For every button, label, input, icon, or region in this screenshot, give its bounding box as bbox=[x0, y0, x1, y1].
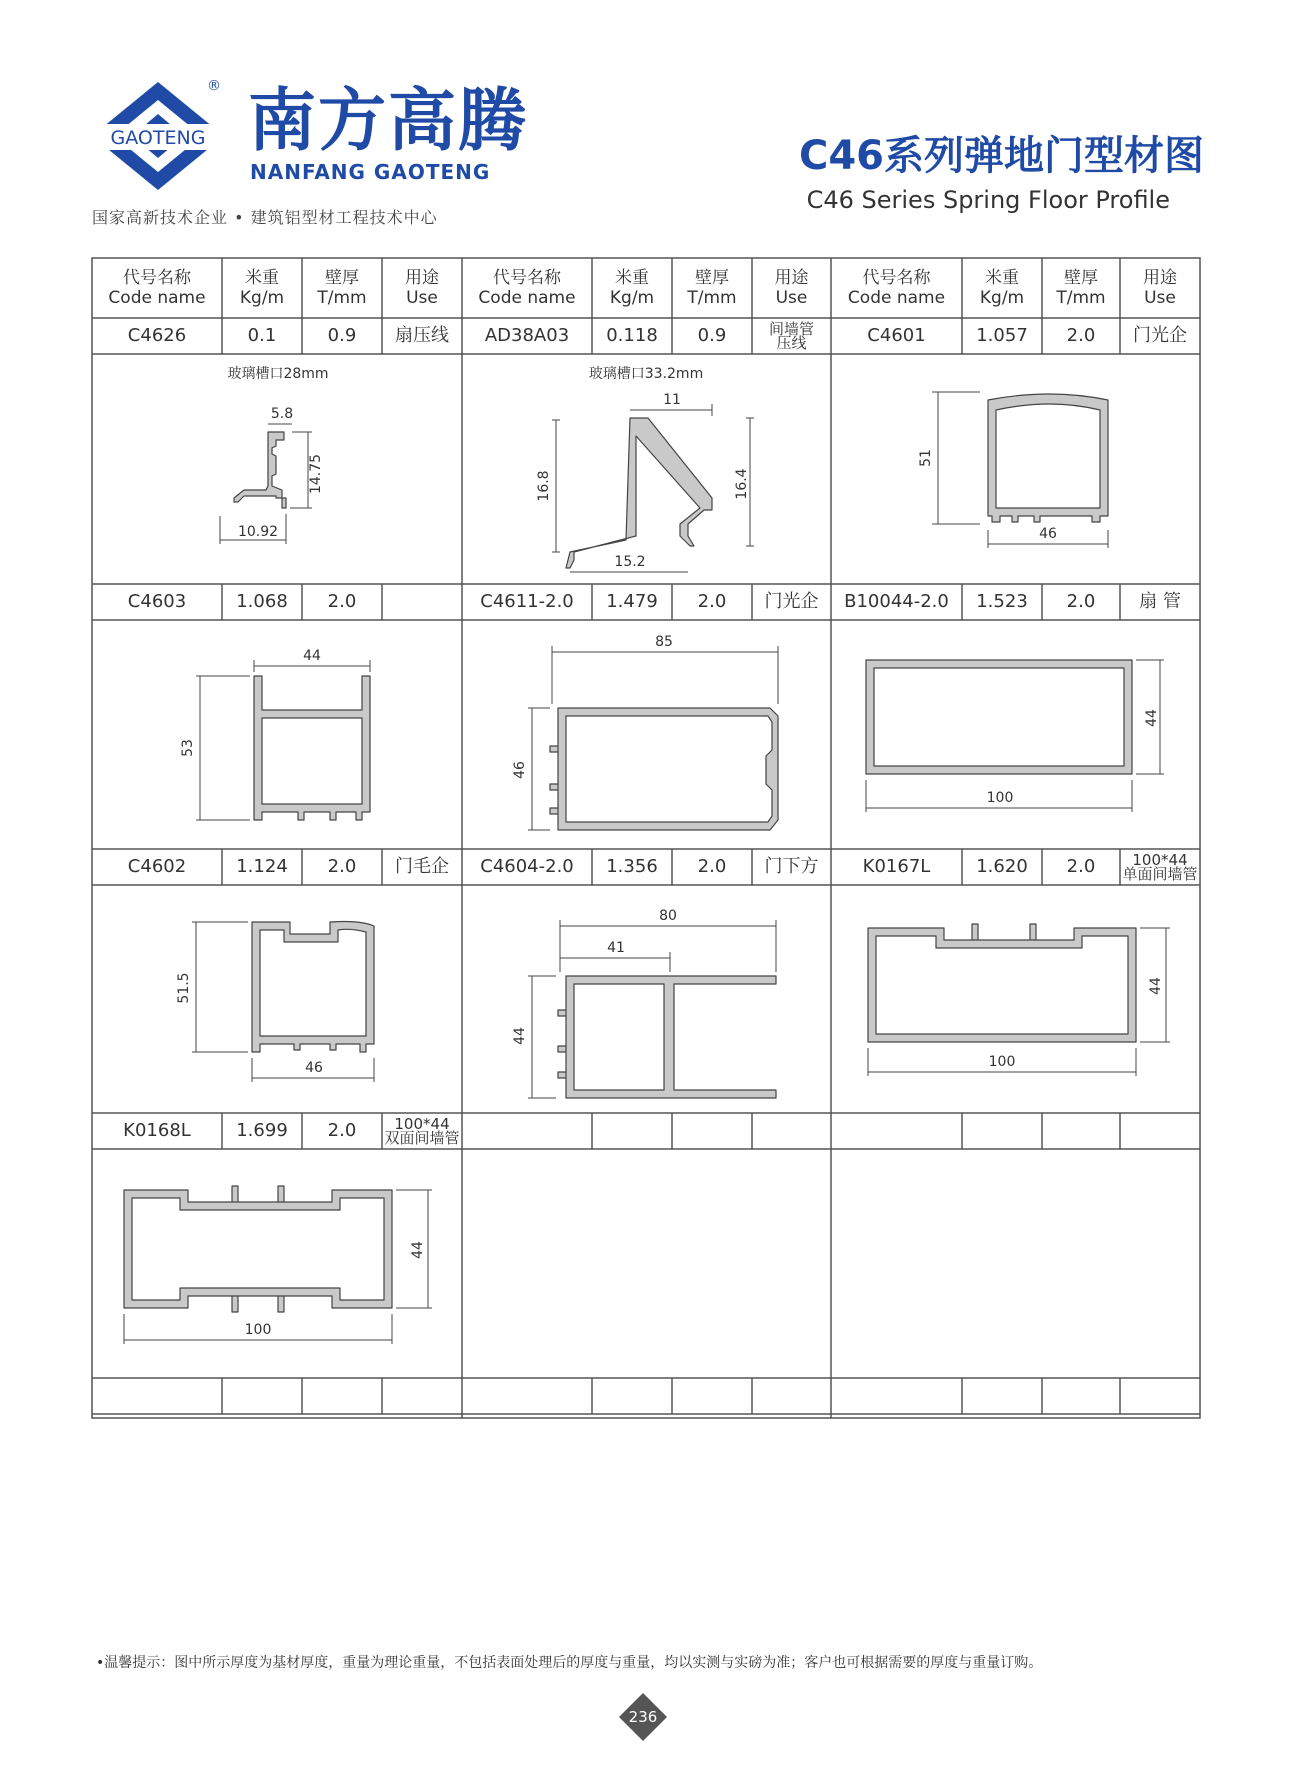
header-label-en: Code name bbox=[108, 288, 206, 308]
use-line: 100*44 bbox=[1132, 851, 1188, 869]
c4603-dim-1: 53 bbox=[180, 739, 196, 757]
b10044-dim-1: 100 bbox=[986, 790, 1014, 806]
weight-cell: 1.523 bbox=[976, 591, 1028, 612]
weight-cell: 1.356 bbox=[606, 856, 658, 877]
use-cell bbox=[753, 319, 830, 353]
c4601-dim-1: 46 bbox=[1039, 526, 1057, 542]
k0168l-dim-0: 44 bbox=[410, 1241, 426, 1259]
weight-cell: 1.057 bbox=[976, 325, 1028, 346]
thick-cell: 2.0 bbox=[697, 856, 727, 877]
ad38a03-caption: 玻璃槽口33.2mm bbox=[588, 366, 704, 382]
weight-cell: 1.699 bbox=[236, 1120, 288, 1141]
header-cell bbox=[93, 259, 221, 317]
header-cell bbox=[303, 259, 381, 317]
use-cell: 门毛企 bbox=[395, 856, 449, 877]
thick-cell: 2.0 bbox=[1066, 856, 1096, 877]
header-cell bbox=[223, 259, 301, 317]
thick-cell: 2.0 bbox=[1066, 325, 1096, 346]
c4604-dim-0: 80 bbox=[659, 908, 677, 924]
header-label-en: Kg/m bbox=[609, 288, 655, 308]
use-line: 双面间墙管 bbox=[384, 1129, 460, 1147]
page-number-badge bbox=[618, 1692, 668, 1742]
c4626-dim-0: 5.8 bbox=[270, 406, 294, 422]
header-cell bbox=[673, 259, 751, 317]
header-label-cn: 代号名称 bbox=[862, 268, 931, 288]
use-cell: 扇 管 bbox=[1139, 591, 1181, 612]
header-label-en: Code name bbox=[847, 288, 946, 308]
use-line: 单面间墙管 bbox=[1122, 865, 1198, 883]
header-label-cn: 米重 bbox=[615, 268, 649, 288]
c4611-dim-1: 46 bbox=[512, 761, 528, 779]
header-label-cn: 壁厚 bbox=[1064, 268, 1098, 288]
k0167l-dim-0: 44 bbox=[1148, 977, 1164, 995]
c4611-dim-0: 85 bbox=[655, 634, 673, 650]
c4626-dim-1: 14.75 bbox=[308, 453, 324, 495]
header-label-cn: 用途 bbox=[405, 268, 439, 288]
header-cell bbox=[383, 259, 461, 317]
header-cell bbox=[463, 259, 591, 317]
code-cell: K0168L bbox=[123, 1120, 191, 1141]
use-cell bbox=[383, 585, 461, 619]
header-label-cn: 用途 bbox=[774, 268, 809, 288]
weight-cell: 1.124 bbox=[236, 856, 288, 877]
page-number: 236 bbox=[628, 1708, 658, 1726]
thick-cell: 2.0 bbox=[327, 1120, 357, 1141]
profile-c4626 bbox=[234, 432, 286, 508]
c4602-dim-0: 51.5 bbox=[176, 972, 192, 1004]
ad38a03-dim-1: 16.8 bbox=[536, 470, 552, 502]
header-cell bbox=[593, 259, 671, 317]
profile-k0168l bbox=[124, 1186, 392, 1312]
company-tagline: 国家高新技术企业 • 建筑铝型材工程技术中心 bbox=[92, 208, 438, 227]
code-cell: C4604-2.0 bbox=[480, 856, 574, 877]
header-label-cn: 米重 bbox=[985, 268, 1019, 288]
thick-cell: 0.9 bbox=[327, 325, 357, 346]
b10044-dim-0: 44 bbox=[1144, 709, 1160, 727]
header-cell bbox=[1121, 259, 1199, 317]
profile-c4601 bbox=[988, 394, 1108, 522]
header-cell bbox=[1043, 259, 1119, 317]
code-cell: C4626 bbox=[127, 325, 187, 346]
c4626-caption: 玻璃槽口28mm bbox=[227, 366, 329, 382]
header-label-cn: 壁厚 bbox=[325, 268, 359, 288]
c4603-dim-0: 44 bbox=[303, 648, 321, 664]
code-cell: C4603 bbox=[127, 591, 187, 612]
profile-c4602 bbox=[252, 922, 374, 1053]
page-title-en: C46 Series Spring Floor Profile bbox=[806, 186, 1170, 214]
header-label-cn: 用途 bbox=[1143, 268, 1177, 288]
weight-cell: 1.068 bbox=[236, 591, 288, 612]
weight-cell: 1.479 bbox=[606, 591, 658, 612]
thick-cell: 2.0 bbox=[327, 591, 357, 612]
profile-c4604 bbox=[558, 976, 776, 1098]
header-label-en: T/mm bbox=[687, 288, 737, 308]
use-cell: 门光企 bbox=[764, 591, 819, 612]
ad38a03-dim-3: 15.2 bbox=[614, 554, 646, 570]
code-cell: C4601 bbox=[867, 325, 926, 346]
header-label-cn: 壁厚 bbox=[695, 268, 729, 288]
thick-cell: 2.0 bbox=[327, 856, 357, 877]
c4626-dim-2: 10.92 bbox=[237, 524, 279, 540]
c4601-dim-0: 51 bbox=[918, 449, 934, 467]
k0167l-dim-1: 100 bbox=[988, 1054, 1016, 1070]
ad38a03-dim-2: 16.4 bbox=[734, 468, 750, 500]
thick-cell: 2.0 bbox=[1066, 591, 1096, 612]
header-label-en: Use bbox=[1144, 288, 1176, 308]
brand-name-en: NANFANG GAOTENG bbox=[250, 160, 491, 184]
weight-cell: 1.620 bbox=[976, 856, 1028, 877]
use-cell: 扇压线 bbox=[395, 325, 449, 346]
profile-b10044 bbox=[866, 660, 1132, 774]
use-cell: 门光企 bbox=[1133, 325, 1187, 346]
ad38a03-dim-0: 11 bbox=[663, 392, 681, 408]
header-label-en: Kg/m bbox=[979, 288, 1025, 308]
use-line: 压线 bbox=[776, 334, 807, 352]
profile-c4611 bbox=[550, 708, 778, 830]
use-cell bbox=[383, 1114, 461, 1148]
c4604-dim-1: 41 bbox=[607, 940, 625, 956]
header-label-en: T/mm bbox=[317, 288, 367, 308]
header-label-en: Use bbox=[406, 288, 438, 308]
weight-cell: 0.118 bbox=[606, 325, 658, 346]
header-label-cn: 代号名称 bbox=[493, 268, 561, 288]
header-label-en: T/mm bbox=[1056, 288, 1106, 308]
code-cell: C4602 bbox=[127, 856, 187, 877]
svg-text:GAOTENG: GAOTENG bbox=[110, 127, 206, 149]
code-cell: B10044-2.0 bbox=[844, 591, 949, 612]
weight-cell: 0.1 bbox=[247, 325, 277, 346]
thick-cell: 2.0 bbox=[697, 591, 727, 612]
use-cell: 门下方 bbox=[764, 856, 819, 877]
profile-k0167l bbox=[868, 924, 1136, 1042]
header-label-en: Kg/m bbox=[239, 288, 285, 308]
code-cell: AD38A03 bbox=[484, 325, 570, 346]
header-label-cn: 代号名称 bbox=[123, 268, 191, 288]
code-cell: K0167L bbox=[862, 856, 931, 877]
c4602-dim-1: 46 bbox=[305, 1060, 323, 1076]
page-title-cn: C46系列弹地门型材图 bbox=[798, 133, 1204, 179]
profile-ad38a03 bbox=[566, 418, 712, 568]
header-label-en: Code name bbox=[478, 288, 576, 308]
header-cell bbox=[753, 259, 830, 317]
header-label-en: Use bbox=[775, 288, 808, 308]
c4604-dim-2: 44 bbox=[512, 1027, 528, 1045]
thick-cell: 0.9 bbox=[697, 325, 727, 346]
svg-text:®: ® bbox=[207, 78, 221, 94]
header-cell bbox=[832, 259, 961, 317]
footer-note: •温馨提示：图中所示厚度为基材厚度，重量为理论重量，不包括表面处理后的厚度与重量，均以实测与实磅为准；客户也可根据需要的厚度与重量订购。 bbox=[96, 1655, 1043, 1671]
profile-c4603 bbox=[254, 676, 370, 820]
brand-name-cn: 南方高腾 bbox=[248, 82, 529, 161]
header-cell bbox=[963, 259, 1041, 317]
k0168l-dim-1: 100 bbox=[244, 1322, 272, 1338]
use-line: 间墙管 bbox=[768, 320, 814, 338]
use-cell bbox=[1121, 850, 1199, 884]
code-cell: C4611-2.0 bbox=[480, 591, 574, 612]
use-line: 100*44 bbox=[394, 1115, 450, 1133]
header-label-cn: 米重 bbox=[245, 268, 279, 288]
